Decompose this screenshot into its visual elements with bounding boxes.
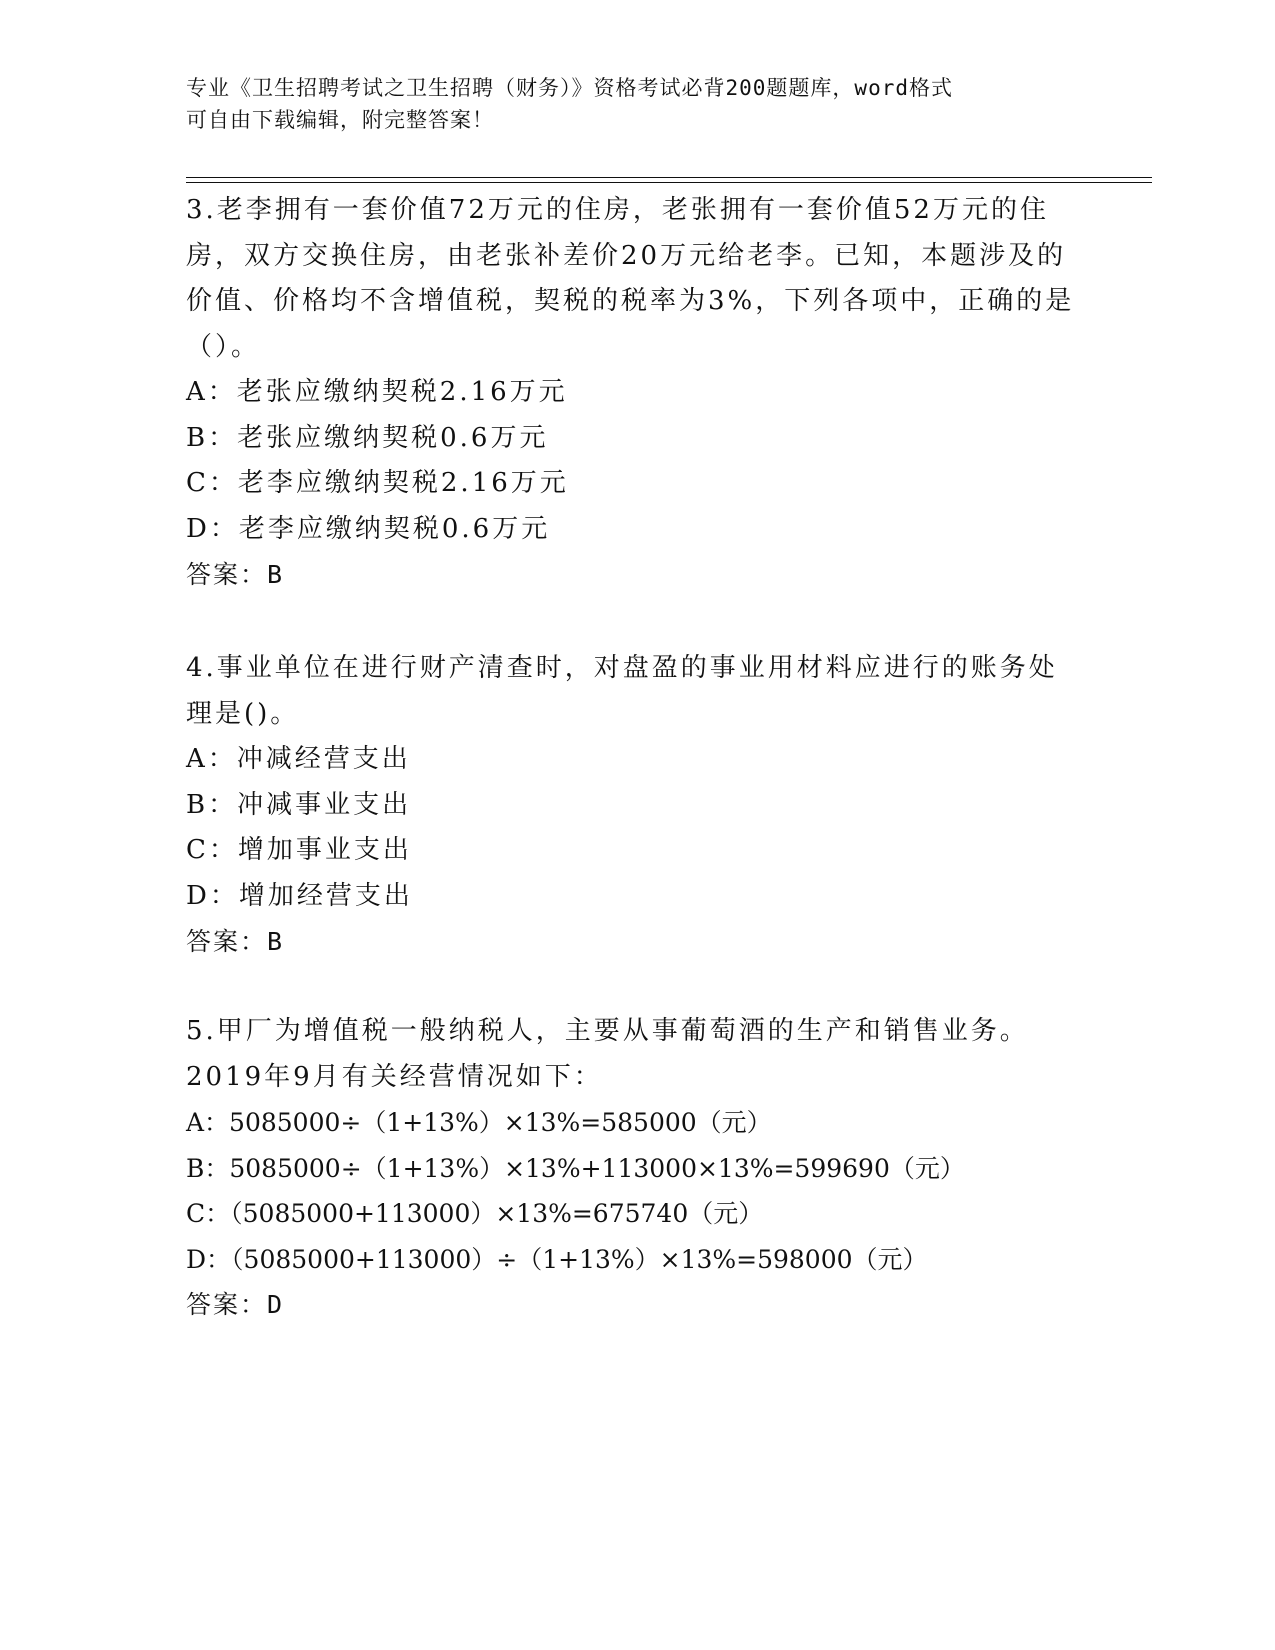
option-b: B：老张应缴纳契税0.6万元 — [186, 422, 549, 453]
option-b: B：5085000÷（1+13%）×13%+113000×13%=599690（元） — [186, 1153, 965, 1183]
question-stem-line: 房，双方交换住房，由老张补差价20万元给老李。已知，本题涉及的 — [186, 240, 1067, 271]
option-c: C：老李应缴纳契税2.16万元 — [186, 468, 569, 498]
question-3 — [186, 188, 1086, 598]
question-stem-line: 3.老李拥有一套价值72万元的住房，老张拥有一套价值52万元的住 — [186, 195, 1049, 225]
option-a: A：5085000÷（1+13%）×13%=585000（元） — [186, 1108, 772, 1137]
question-stem-line: 价值、价格均不含增值税，契税的税率为3%，下列各项中，正确的是 — [186, 286, 1075, 316]
answer-line — [186, 1282, 1086, 1328]
question-stem-line: 理是()。 — [186, 698, 300, 729]
question-5 — [186, 1009, 1086, 1328]
option-c: C：增加事业支出 — [186, 835, 412, 865]
answer-value: B — [267, 927, 285, 956]
answer-label: 答案： — [186, 927, 268, 956]
option-d: D：（5085000+113000）÷（1+13%）×13%=598000（元） — [186, 1244, 928, 1274]
option-d: D：增加经营支出 — [186, 880, 413, 911]
question-stem-line: 5.甲厂为增值税一般纳税人，主要从事葡萄酒的生产和销售业务。 — [186, 1016, 1029, 1046]
question-4 — [186, 646, 1086, 965]
header-title-line-1: 专业《卫生招聘考试之卫生招聘（财务）》资格考试必背200题题库，word格式 — [186, 76, 953, 100]
answer-line — [186, 919, 1086, 965]
header-title-line-2: 可自由下载编辑，附完整答案！ — [186, 108, 494, 132]
header-divider-top — [186, 177, 1152, 178]
answer-label: 答案： — [186, 560, 268, 589]
answer-label: 答案： — [186, 1290, 268, 1319]
document-header — [186, 72, 1066, 136]
option-a: A：老张应缴纳契税2.16万元 — [186, 377, 568, 407]
option-d: D：老李应缴纳契税0.6万元 — [186, 513, 551, 544]
question-stem-line: （）。 — [186, 331, 261, 362]
answer-value: B — [267, 560, 285, 589]
answer-line — [186, 552, 1086, 598]
question-stem-line: 4.事业单位在进行财产清查时，对盘盈的事业用材料应进行的账务处 — [186, 653, 1058, 683]
answer-value: D — [267, 1290, 285, 1319]
option-c: C：（5085000+113000）×13%=675740（元） — [186, 1199, 764, 1228]
option-b: B：冲减事业支出 — [186, 789, 412, 820]
header-divider-bottom — [186, 182, 1152, 183]
question-stem-line: 2019年9月有关经营情况如下： — [186, 1061, 603, 1092]
option-a: A：冲减经营支出 — [186, 744, 411, 774]
